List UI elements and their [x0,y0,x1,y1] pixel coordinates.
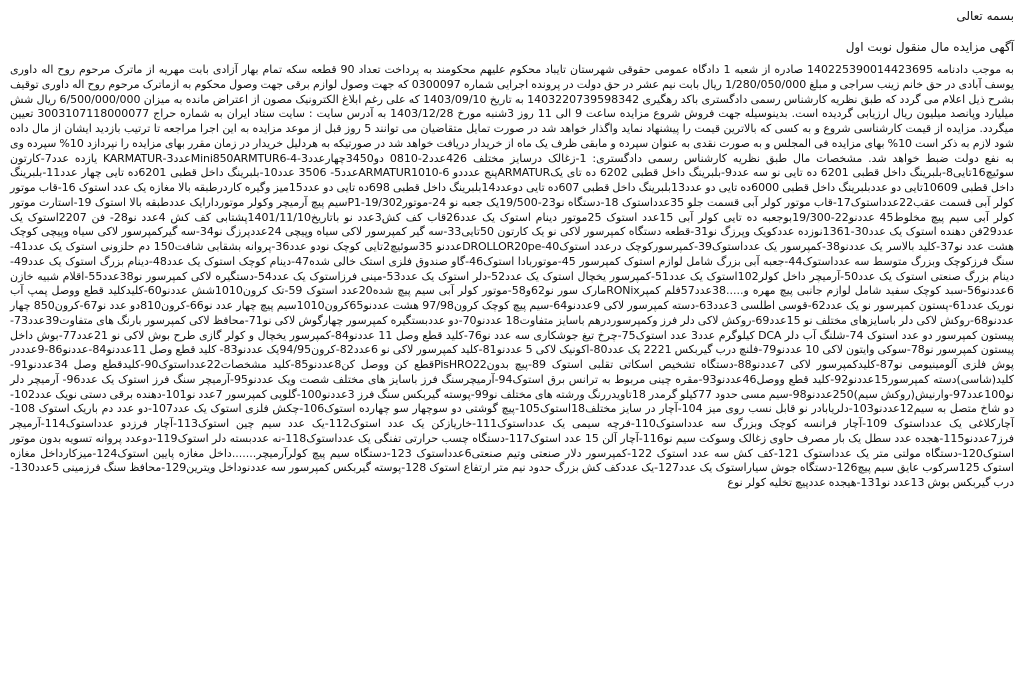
opening-phrase: بسمه تعالی [956,9,1014,23]
notice-body: به موجب دادنامه 140225390014423695 صادره از شعبه 1 دادگاه عمومی حقوقی شهرستان تایباد محکوم علیهم محکومند به پرداخت تعداد 90 قطعه سکه تمام بهار آزادی بابت مهریه از ماترک مرحوم روح اله داوری یوسف آبادی در حق خانم زینب سراجی و مبلغ 1/280/050/000 ریال بابت نیم عشر در حق دولت در پرونده اجرایی شماره 0300097 که جهت وصول لوازم برقی جهت وصول محکوم به ازماترک مرحوم روح اله داوری توقیف بشرح ذیل اعلام می گردد که طبق نظریه کارشناس رسمی دادگستری باکد رهگیری 1403220739598342 به تاریخ 1403/09/10 که علی رغم ابلاغ الکترونیک مصون از اعتراض مانده به میزان 6/500/000/000 ریال شش میلیارد وپانصد میلیون ریال ارزیابی گردیده است. بدینوسیله جهت فروش شروع مزایده ساعت 9 الی 11 روز 3شنبه مورخ 1403/12/28 به آدرس سایت : سایت ستاد ایران به شماره حراج 3003107118000077 تعیین میگردد. مزایده از قیمت کارشناسی شروع و به کسی که بالاترین قیمت را پیشنهاد نماید واگذار خواهد شد در صورت تمایل متقاضیان می توانند 5 روز قبل از موعد مزایده به این اجرا مراجعه تا ترتیب بازدید ایشان از مال داده شود لازم به ذکر است 10% بهای مزایده فی المجلس و به صورت نقدی به عنوان سپرده و مابقی ظرف یک ماه از خریدار دریافت خواهد شد در صورتیکه به هردلیل خریدار در زمان مقرر بهای مزایده را نپردازد 10% سپرده وی به نفع دولت ضبط خواهد شد. مشخصات مال طبق نظریه کارشناس رسمی دادگستری: 1-زغالک درسایز مختلف 426عدد2-0810 دو3450چهارعدد3-Mini850ARMTUR6-4عدد3-KARMATUR یازده عدد7-کارتون سوئیچ16تایی8-بلبرینگ داخل قطبی 6201 ده تایی نو سه عدد9-بلبرینگ داخل قطبی 6202 ده تای یکARMATURپنج عدددو ARMATUR1010-6عدد5- 3506 عدد10-بلبرینگ داخل قطبی 6201ده تایی چهار عدد11-بلبرینگ داخل قطبی 10609تایی دو عددبلبرینگ داخل قطبی 6000ده تایی دو عدد13بلبرینگ داخل قطبی 607ده تایی دوعدد14بلبرینگ داخل قطبی 698ده تایی دو عدد15میز وگیره کاردرطبقه بالا مغازه یک عدد استوک 16-قاب موتور کولر آبی قسمت عقب22عدداستوک17-قاب موتور کولر آبی قسمت جلو 35عدداستوک 18-دستگاه نو23-19/500یک جعبه نو 24-موتورP1-19/302سیم پیچ آرمیچر وکولر موتوردارایک عددطبقه بالا استوک 19-استارت موتور کولر آبی سیم پیچ مخلوط45 عددنو22-19/300بوجعبه ده تایی کولر آبی 15عدد استوک 25موتور دینام استوک یک عدد26قاب کف کش3عدد نو باتاریخ1401/11/10پشتابی کف کش 4عدد نو28- فن 2207استوک یک عدد29فن دهنده استوک یک عدد30-1361نوزده عددکویک وپرزگ نو31-قطعه دستگاه کمپرسور لاکی نو یک کارتون 50تایی33-سه گیر کمپرسور لاکی سیاه وپیچی 24عددپرزگ نو34-سه گیرکمپرسور لاکی سیاه وپیچی کوچک هشت عدد نو37-کلید بالاسر یک عددنو38-کمپرسور یک عدداستوک39-کمپرسورکوچک درعدد استوک40-DROLLOR20peعددنو 35سوئیچ2تایی کوچک نودو عدد36-پروانه بشقابی شافت150 دم حلزونی استوک یک عدد41-سنگ فرزکوچک وبزرگ متوسط سه عدداستوک44-جعبه آبی بزرگ شامل لوازم استوک کمپرسور 45-موتوربادا استوک46-گاو صندوق فلزی استک خالی شده47-دینام کوچک استوک یک عدد48-دینام بزرگ استوک یک عدد49-دینام بزرگ صنعتی استوک یک عدد50-آرمیچر داخل کولر102استوک یک عدد51-کمپرسور یخچال استوک یک عدد52-دلر استوک یک عدد53-مینی فرزاستوک یک عدد54-دستگیره لاکی کمپرسور نو38عدد55-اقلام شبیه خازن 6عددنو56-سبد کوچک سفید شامل لوازم جانبی پیچ مهره و.....38عدد57فلم کمپرRONixمارک سور نو62و58-موتور کولر آبی سیم پیچ شده20عدد استوک 59-تک کرون1010شش عددنو60-کلیدکلید قطع ووصل پمپ آب نوریک عدد61-پستون کمپرسور نو یک عدد62-قوسی اطلسی 3عدد63-دسته کمپرسور لاکی 9عددنو64-سیم پیچ کوچک کرون97/98 هشت عددنو65کرون1010سیم پیچ چهار عدد نو66-کرون810دو عدد نو67-کرون850 چهار عددنو68-روکش لاکی دلر باسایزهای مختلف نو 15عدد69-روکش لاکی دلر فرز وکمپرسوردرهم باسایز متفاوت18 عددنو70-دو عددبستگیره کمپرسور چهارگوش لاکی نو71-محافظ لاکی کمپرسور بارنگ های متفاوت39عدد73-پیستون کمپرسور دو عدد استوک 74-شلنگ آب دلر DCA کیلوگرم عدد3 عدد استوک75-چرخ تیغ جوشکاری سه عدد نو76-کلید قطع وصل 11 عددنو84-کمپرسور یخچال و کولر گازی طرح بوش لاکی نو 21عدد77-بوش داخل پیستون کمپرسور نو78-سوکی وایتون لاکی 10 عددنو79-فلنچ درب گیربکس 2221 یک عدد80-اکونیک لاکی 5 عددنو81-کلید کمپرسور لاکی نو 6عدد82-کرون94/95یک عددنو83- کلید قطع وصل 11عددنو84-عددنو86-9عدددر پوش فلزی آلومینیومی نو87-کلیدکمپرسور لاکی 7عددنو88-دستگاه تشخیص اسکاتی تقلبی استوک 89-پیچ بدونPisHRO22قطع کن ووصل کن8عددنو85-کلید مشخصات22عدداستوک90-کلیدقطع وصل 34عددنو91-کلید(شاسی)دسته کمپرسور15عددنو92-کلید قطع ووصل46عددنو93-مقره چینی مربوط به ترانس برق استوک94-آرمیچرسنگ فرز باسایز های مختلف شصت ویک عددنو95-آرمیچر سنگ فرز استوک یک عدد96- آرمیچر دلر نو100عدد97-وارنیش(روکش سیم)250عددنو98-سیم مسی حدود 77کیلو گرمدر 18تاویدررنگ ورشته های مختلف نو99-پوسته گیربکس سنگ فرز 3عددنو100-گلوپی کمپرسور 7عدد نو101-دهنده برقی دستی نویک عدد102-دو شاخ متصل به سیم12عددنو103-دلریابادر نو قابل نسب روی میز 104-آچار در سایز مختلف18استوک105-پیچ گوشتی دو سوچهار سو چهارده استوک106-چکش فلزی استوک یک عدد107-دو عدد دم باریک استوک 108-آچارکلاغی یک عدداستوک 109-آچار فرانسه کوچک وبزرگ سه عدداستوک110-فرچه سیمی یک عدداستوک111-خاریازکن یک عدد استوک112-یک عدد سیم چین استوک113-آچار فرزدو عدداستوک114-آرمیچر فرز7عددنو115-هجده عدد سطل یک بار مصرف حاوی زغالک وسوکت سیم نو116-آچار آلن 15 عدد استوک117-دستگاه چسب حرارتی تفنگی یک عدداستوک118-نه عددبسته دلر استوک119-دوعدد پروانه تسویه بدون موتور استوک120-دستگاه مولتی متر یک عدداستوک 121-کف کش سه عدد استوک 122-کمپرسور دلار صنعتی وتیم صنعتی6عدداستوک 123-دستگاه سیم پیچ کولرآرمیچر.......داخل مغازه پایین استوک124-میزکارداخل مغازه استوک 125سرکوب عایق سیم پیچ126-دستگاه جوش سیاراستوک یک عدد127-یک عددکف کش بزرگ حدود نیم متر ارتفاع استوک 128-پوسته گیربکس کمپرسور سه عددنوداخل ویترین129-محافظ سنگ فرزمینی 5عدد130-درب گیربکس بوش 13عدد نو131-هیجده عددپیچ تخلیه کولر نوع [10,63,1015,489]
notice-title: آگهی مزایده مال منقول نوبت اول [845,40,1014,54]
